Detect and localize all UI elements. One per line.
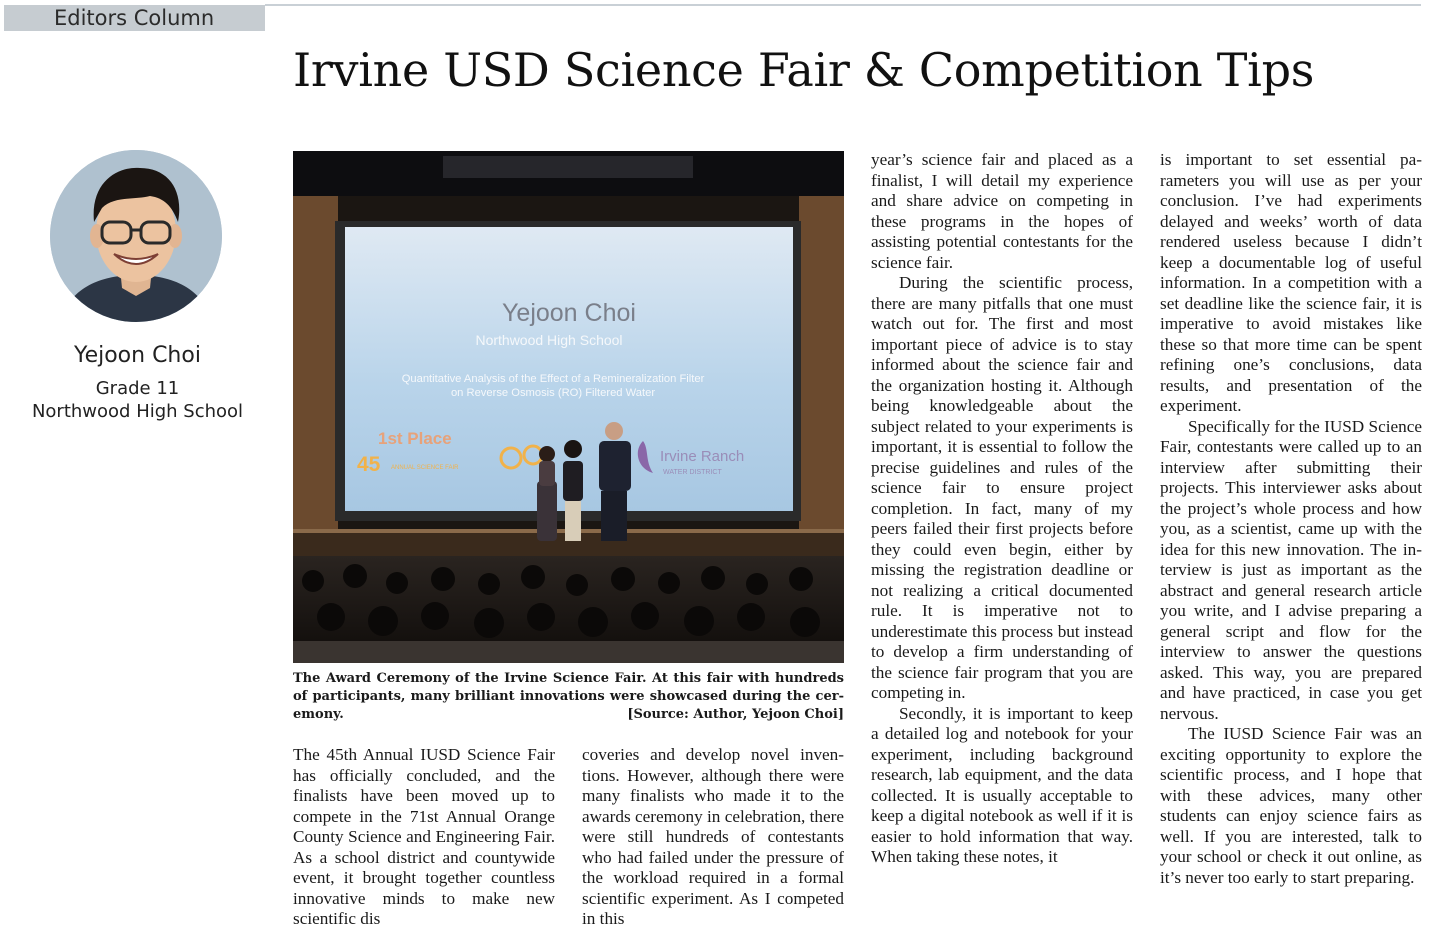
- article-column-2: [582, 745, 844, 935]
- author-name: Yejoon Choi: [74, 343, 201, 368]
- author-portrait-illustration: [50, 150, 222, 322]
- screen-title-line-1: Quantitative Analysis of the Effect of a Remineralization Filter: [401, 373, 705, 385]
- article-paragraph: The IUSD Science Fair was an exciting opportunity to explore the scientific process, and I hope that with these advices, many other students can enjoy science fairs as well. If you are interested, talk to your school or check it out online, as it’s never too early to start preparing.: [1160, 724, 1422, 887]
- article-column-3: [871, 150, 1133, 935]
- author-grade: Grade 11: [95, 378, 180, 399]
- screen-sponsor-subtext: WATER DISTRICT: [663, 469, 722, 476]
- author-school: Northwood High School: [31, 401, 244, 422]
- photo-caption-source: [Source: Author, Yejoon Choi]: [627, 707, 844, 722]
- photo-caption-text: The Award Ceremony of the Irvine Science Fair. At this fair with hundreds of participants, many brilliant innovations were showcased during the ceremony.: [293, 671, 844, 722]
- article-paragraph: Secondly, it is important to keep a detailed log and notebook for your experiment, including background research, lab equipment, and the data collected. It is usually acceptable to keep a digital notebook as well if it is easier to hold information that way. When taking these notes, it: [871, 703, 1133, 866]
- article-paragraph: coveries and develop novel inventions. However, although there were many finalists who made it to the awards ceremony in celebration, there were still hundreds of contestants who had failed under the pressure of the workload required in a formal scientific experiment. As I competed in this: [582, 745, 844, 928]
- screen-sponsor-text: Irvine Ranch: [660, 448, 745, 465]
- article-headline: Irvine USD Science Fair & Competition Tips: [293, 43, 1315, 97]
- section-label: Editors Column: [4, 5, 265, 31]
- author-portrait: [50, 150, 222, 322]
- screen-fair-name: ANNUAL SCIENCE FAIR: [391, 465, 459, 471]
- article-paragraph: The 45th Annual IUSD Science Fair has officially concluded, and the finalists have been moved up to compete in the 71st Annual Orange County Science and Engineering Fair. As a school district and countywide event, it brought together countless innovative minds to make new scientific dis: [293, 745, 555, 928]
- screen-title-line-2: on Reverse Osmosis (RO) Filtered Water: [450, 387, 656, 399]
- article-paragraph: year’s science fair and placed as a finalist, I will detail my experience and share advice on competing in these programs in the hopes of assisting potential contestants for the science fair.: [871, 150, 1133, 272]
- photo-caption: [293, 670, 844, 724]
- section-rule: [265, 4, 1421, 6]
- screen-name-text: Yejoon Choi: [502, 299, 636, 327]
- screen-school-text: Northwood High School: [475, 332, 623, 348]
- article-column-1: [293, 745, 555, 935]
- audience-seats: [293, 641, 844, 663]
- ceremony-photo-illustration: [293, 151, 844, 663]
- article-paragraph: is important to set essential parameters you will use as per your conclusion. I’ve had experiments delayed and weeks’ worth of data rendered useless because I didn’t keep a documentable log of useful information. In a competition with a set deadline like the science fair, it is imperative to avoid mistakes like these so that more time can be spent refining one’s conclusions, data results, and presentation of the experiment.: [1160, 150, 1422, 415]
- ceremony-photo: [293, 151, 844, 663]
- article-paragraph: Specifically for the IUSD Science Fair, contestants were called up to an interview after submitting their projects. This interviewer asks about the project’s whole process and how you, as a scientist, came up with the idea for this new innovation. The interview is just as important as the abstract and general research article you write, and I advise preparing a general script and flow for the interview to answer the questions asked. This way, you are prepared and have practiced, in case you get nervous.: [1160, 416, 1422, 723]
- article-column-4: [1160, 150, 1422, 935]
- screen-award-text: 1st Place: [378, 429, 452, 448]
- article-paragraph: During the scientific process, there are many pitfalls that one must watch out for. The first and most important piece of advice is to stay informed about the science fair and the organization hosting it. Although being knowledgeable about the subject related to your experiments is important, it is essential to follow the precise guidelines and rules of the science fair to ensure project completion. In fact, many of my peers failed their first projects before they could even begin, either by missing the registration deadline or not realizing a critical documented rule. It is imperative not to underestimate this process but instead to develop a firm understanding of the science fair program that you are competing in.: [871, 273, 1133, 702]
- screen-fair-number: 45: [357, 453, 381, 476]
